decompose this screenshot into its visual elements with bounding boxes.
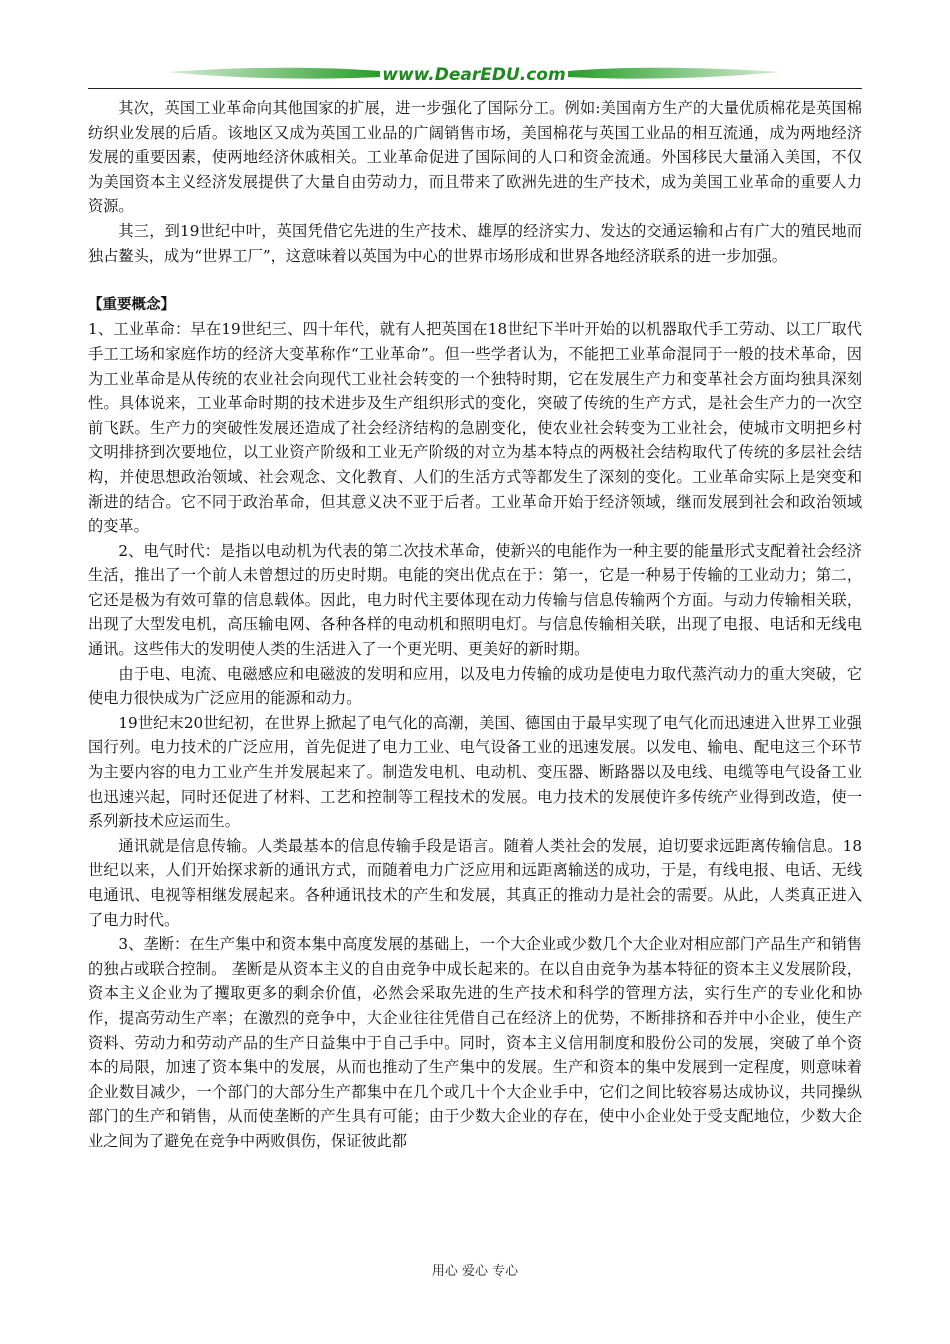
site-url: www.DearEDU.com [382, 65, 566, 85]
page-footer: 用心 爱心 专心 [431, 1264, 519, 1279]
site-logo [88, 58, 862, 92]
concept-monopoly: 3、垄断：在生产集中和资本集中高度发展的基础上，一个大企业或少数几个大企业对相应部门产品生产和销售的独占或联合控制。 垄断是从资本主义的自由竞争中成长起来的。在以自由竞争为基本特征的资本主义发展阶段，资本主义企业为了攫取更多的剩余价值，必然会采取先进的生产技术和科学的管理方法，实行生产的专业化和协作，提高劳动生产率；在激烈的竞争中，大企业往往凭借自己在经济上的优势，不断排挤和吞并中小企业，使生产资料、劳动力和劳动产品的生产日益集中于自己手中。同时，资本主义信用制度和股份公司的发展，突破了单个资本的局限，加速了资本集中的发展，从而也推动了生产集中的发展。生产和资本的集中发展到一定程度，则意味着企业数目减少，一个部门的大部分生产都集中在几个或几十个大企业手中，它们之间比较容易达成协议，共同操纵部门的生产和销售，从而使垄断的产生具有可能；由于少数大企业的存在，使中小企业处于受支配地位，少数大企业之间为了避免在竞争中两败俱伤，保证彼此都 [88, 935, 862, 1150]
electric-age-paragraph-2: 由于电、电流、电磁感应和电磁波的发明和应用，以及电力传输的成功是使电力取代蒸汽动力的重大突破，它使电力很快成为广泛应用的能源和动力。 [88, 664, 862, 708]
paragraph-1: 其次，英国工业革命向其他国家的扩展，进一步强化了国际分工。例如:美国南方生产的大量优质棉花是英国棉纺织业发展的后盾。该地区又成为英国工业品的广阔销售市场，美国棉花与英国工业品的相互流通，成为两地经济发展的重要因素，使两地经济休戚相关。工业革命促进了国际间的人口和资金流通。外国移民大量涌入美国，不仅为美国资本主义经济发展提供了大量自由劳动力，而且带来了欧洲先进的生产技术，成为美国工业革命的重要人力资源。 [88, 99, 862, 216]
electric-age-paragraph-4: 通讯就是信息传输。人类最基本的信息传输手段是语言。随着人类社会的发展，迫切要求远距离传输信息。18世纪以来，人们开始探求新的通讯方式，而随着电力广泛应用和远距离输送的成功，于是，有线电报、电话、无线电通讯、电视等相继发展起来。各种通讯技术的产生和发展，其真正的推动力是社会的需要。从此，人类真正进入了电力时代。 [88, 836, 862, 929]
document-body [88, 96, 862, 1154]
concept-industrial-revolution: 1、工业革命：早在19世纪三、四十年代，就有人把英国在18世纪下半叶开始的以机器取代手工劳动、以工厂取代手工工场和家庭作坊的经济大变革称作“工业革命”。但一些学者认为，不能把工业革命混同于一般的技术革命，因为工业革命是从传统的农业社会向现代工业社会转变的一个独特时期，它在发展生产力和变革社会方面均独具深刻性。具体说来，工业革命时期的技术进步及生产组织形式的变化，突破了传统的生产方式，是社会生产力的一次空前飞跃。生产力的突破性发展还造成了社会经济结构的急剧变化，使农业社会转变为工业社会，使城市文明把乡村文明排挤到次要地位，以工业资产阶级和工业无产阶级的对立为基本特点的两极社会结构取代了传统的多层社会结构，并使思想政治领域、社会观念、文化教育、人们的生活方式等都发生了深刻的变化。工业革命实际上是突变和渐进的结合。它不同于政治革命，但其意义决不亚于后者。工业革命开始于经济领域，继而发展到社会和政治领域的变革。 [88, 320, 862, 536]
header-divider [88, 88, 862, 89]
concept-electric-age: 2、电气时代：是指以电动机为代表的第二次技术革命，使新兴的电能作为一种主要的能量形式支配着社会经济生活，推出了一个前人未曾想过的历史时期。电能的突出优点在于：第一，它是一种易于传输的工业动力；第二，它还是极为有效可靠的信息载体。因此，电力时代主要体现在动力传输与信息传输两个方面。与动力传输相关联，出现了大型发电机，高压输电网、各种各样的电动机和照明电灯。与信息传输相关联，出现了电报、电话和无线电通讯。这些伟大的发明使人类的生活进入了一个更光明、更美好的新时期。 [88, 541, 862, 659]
section-heading: 【重要概念】 [88, 296, 175, 313]
paragraph-gap [88, 268, 862, 293]
paragraph-2: 其三，到19世纪中叶，英国凭借它先进的生产技术、雄厚的经济实力、发达的交通运输和占有广大的殖民地而独占鳌头，成为“世界工厂”，这意味着以英国为中心的世界市场形成和世界各地经济联系的进一步加强。 [88, 221, 862, 265]
right-swoosh [568, 68, 780, 79]
left-swoosh [168, 68, 380, 79]
electric-age-paragraph-3: 19世纪末20世纪初，在世界上掀起了电气化的高潮，美国、德国由于最早实现了电气化而迅速进入世界工业强国行列。电力技术的广泛应用，首先促进了电力工业、电气设备工业的迅速发展。以发电、输电、配电这三个环节为主要内容的电力工业产生并发展起来了。制造发电机、电动机、变压器、断路器以及电线、电缆等电气设备工业也迅速兴起，同时还促进了材料、工艺和控制等工程技术的发展。电力技术的发展使许多传统产业得到改造，使一系列新技术应运而生。 [88, 713, 862, 831]
site-header [88, 58, 862, 92]
